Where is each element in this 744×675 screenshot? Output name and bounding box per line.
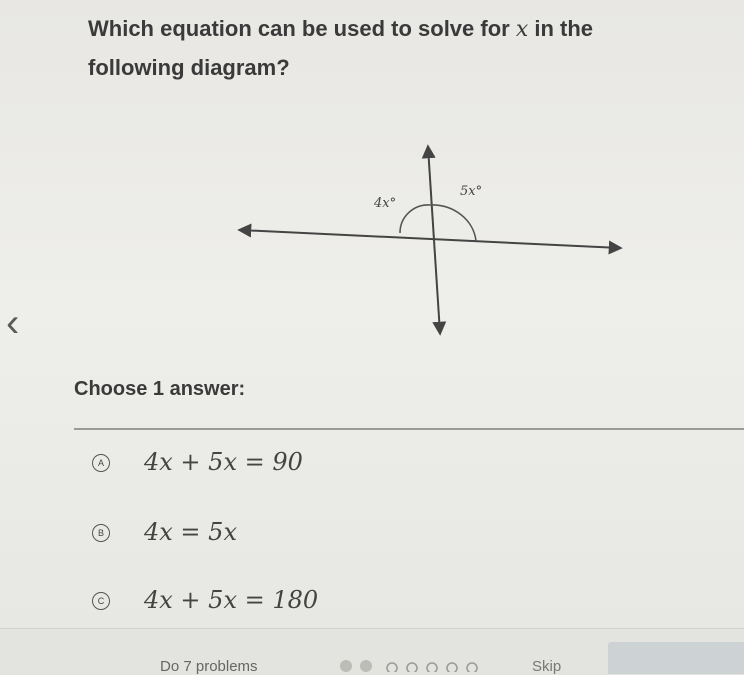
horizontal-line — [240, 230, 620, 248]
progress-dot — [447, 663, 457, 672]
angle-arc-left — [400, 205, 430, 233]
back-chevron-icon[interactable]: ‹ — [6, 301, 20, 345]
choice-a-equation: 4x + 5x = 90 — [144, 448, 303, 476]
progress-dot — [340, 660, 352, 672]
choice-b[interactable] — [92, 514, 452, 554]
choice-b-badge: B — [92, 524, 110, 542]
skip-button[interactable]: Skip — [532, 658, 562, 675]
choice-c[interactable] — [92, 582, 452, 622]
progress-dot — [387, 663, 397, 672]
angle-arc-right — [430, 205, 476, 241]
question-text-start: Which equation can be used to solve for — [88, 16, 516, 41]
choice-b-equation: 4x = 5x — [144, 518, 237, 546]
problem-counter: Do 7 problems — [160, 658, 258, 675]
question-prompt — [88, 10, 688, 87]
choice-a-badge: A — [92, 454, 110, 472]
progress-dot — [360, 660, 372, 672]
progress-dot — [427, 663, 437, 672]
divider — [74, 428, 744, 430]
choice-c-badge: C — [92, 592, 110, 610]
progress-dot — [407, 663, 417, 672]
choice-c-equation: 4x + 5x = 180 — [144, 586, 319, 614]
choice-a[interactable] — [92, 444, 452, 484]
check-button[interactable] — [608, 642, 744, 674]
angle-label-left: 4x° — [374, 196, 397, 211]
angle-diagram — [220, 135, 640, 345]
progress-dot — [467, 663, 477, 672]
progress-dots — [336, 652, 496, 672]
angle-label-right: 5x° — [460, 184, 483, 199]
question-variable: x — [515, 17, 529, 42]
question-text-end: in the following diagram? — [88, 16, 594, 80]
choose-label: Choose 1 answer: — [74, 378, 246, 400]
